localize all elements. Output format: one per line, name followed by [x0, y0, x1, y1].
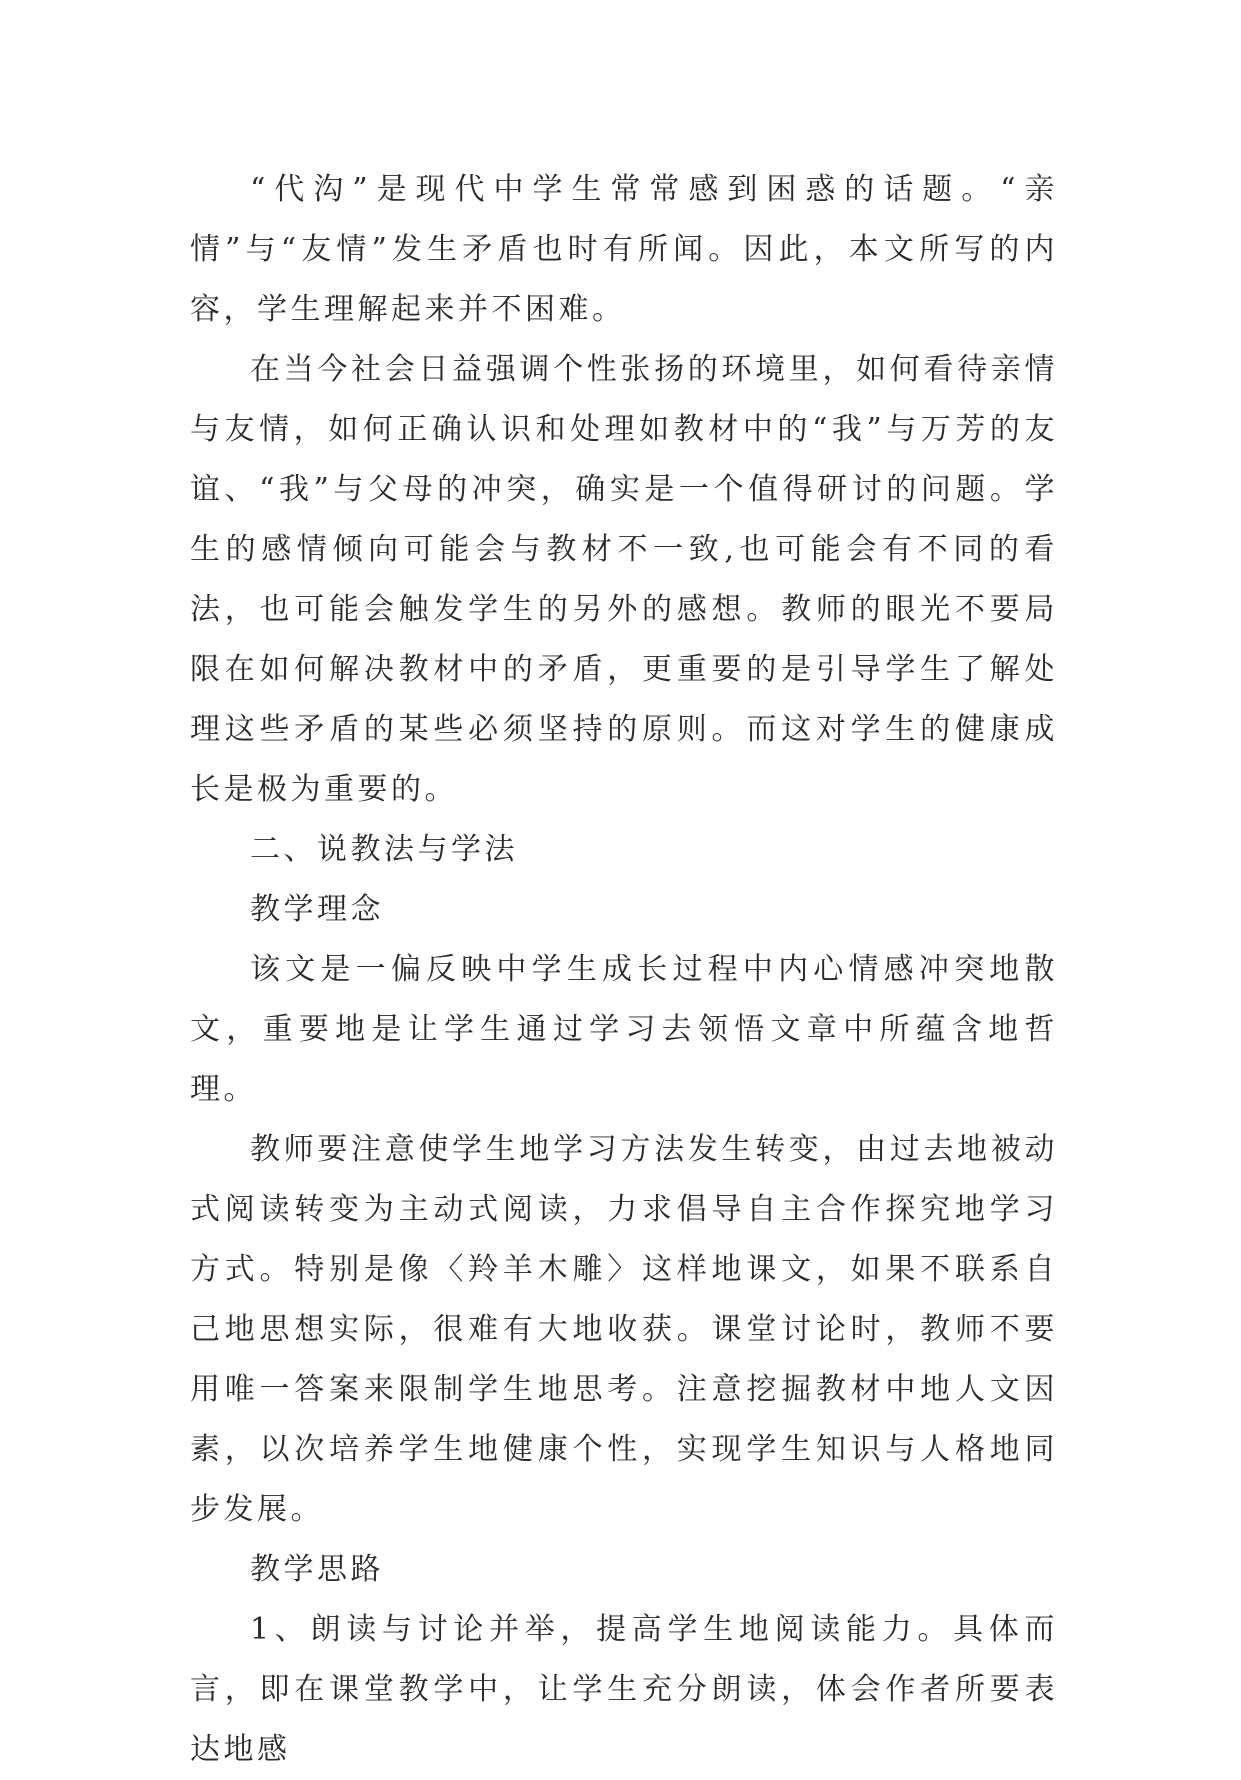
- paragraph-learning-methods: 教师要注意使学生地学习方法发生转变，由过去地被动式阅读转变为主动式阅读，力求倡导自主合作探究地学习方式。特别是像〈羚羊木雕〉这样地课文，如果不联系自己地思想实际，很难有大地收获。课堂讨论时，教师不要用唯一答案来限制学生地思考。注意挖掘教材中地人文因素，以次培养学生地健康个性，实现学生知识与人格地同步发展。: [190, 1132, 1058, 1527]
- subheading-teaching-approach: 教学思路: [250, 1552, 384, 1587]
- document-body: [190, 160, 1058, 1780]
- paragraph-generation-gap: “代沟”是现代中学生常常感到困惑的话题。“亲情”与“友情”发生矛盾也时有所闻。因此，本文所写的内容，学生理解起来并不困难。: [190, 172, 1058, 327]
- paragraph-reading-discussion: 1、朗读与讨论并举，提高学生地阅读能力。具体而言，即在课堂教学中，让学生充分朗读，体会作者所要表达地感: [190, 1612, 1058, 1767]
- paragraph-essay-summary: 该文是一偏反映中学生成长过程中内心情感冲突地散文，重要地是让学生通过学习去领悟文章中所蕴含地哲理。: [190, 952, 1058, 1107]
- paragraph-family-and-friendship: 在当今社会日益强调个性张扬的环境里，如何看待亲情与友情，如何正确认识和处理如教材中的“我”与万芳的友谊、“我”与父母的冲突，确实是一个值得研讨的问题。学生的感情倾向可能会与教材不一致,也可能会有不同的看法，也可能会触发学生的另外的感想。教师的眼光不要局限在如何解决教材中的矛盾，更重要的是引导学生了解处理这些矛盾的某些必须坚持的原则。而这对学生的健康成长是极为重要的。: [190, 352, 1058, 807]
- subheading-teaching-philosophy: 教学理念: [250, 892, 384, 927]
- section-heading-methods: 二、说教法与学法: [250, 832, 518, 867]
